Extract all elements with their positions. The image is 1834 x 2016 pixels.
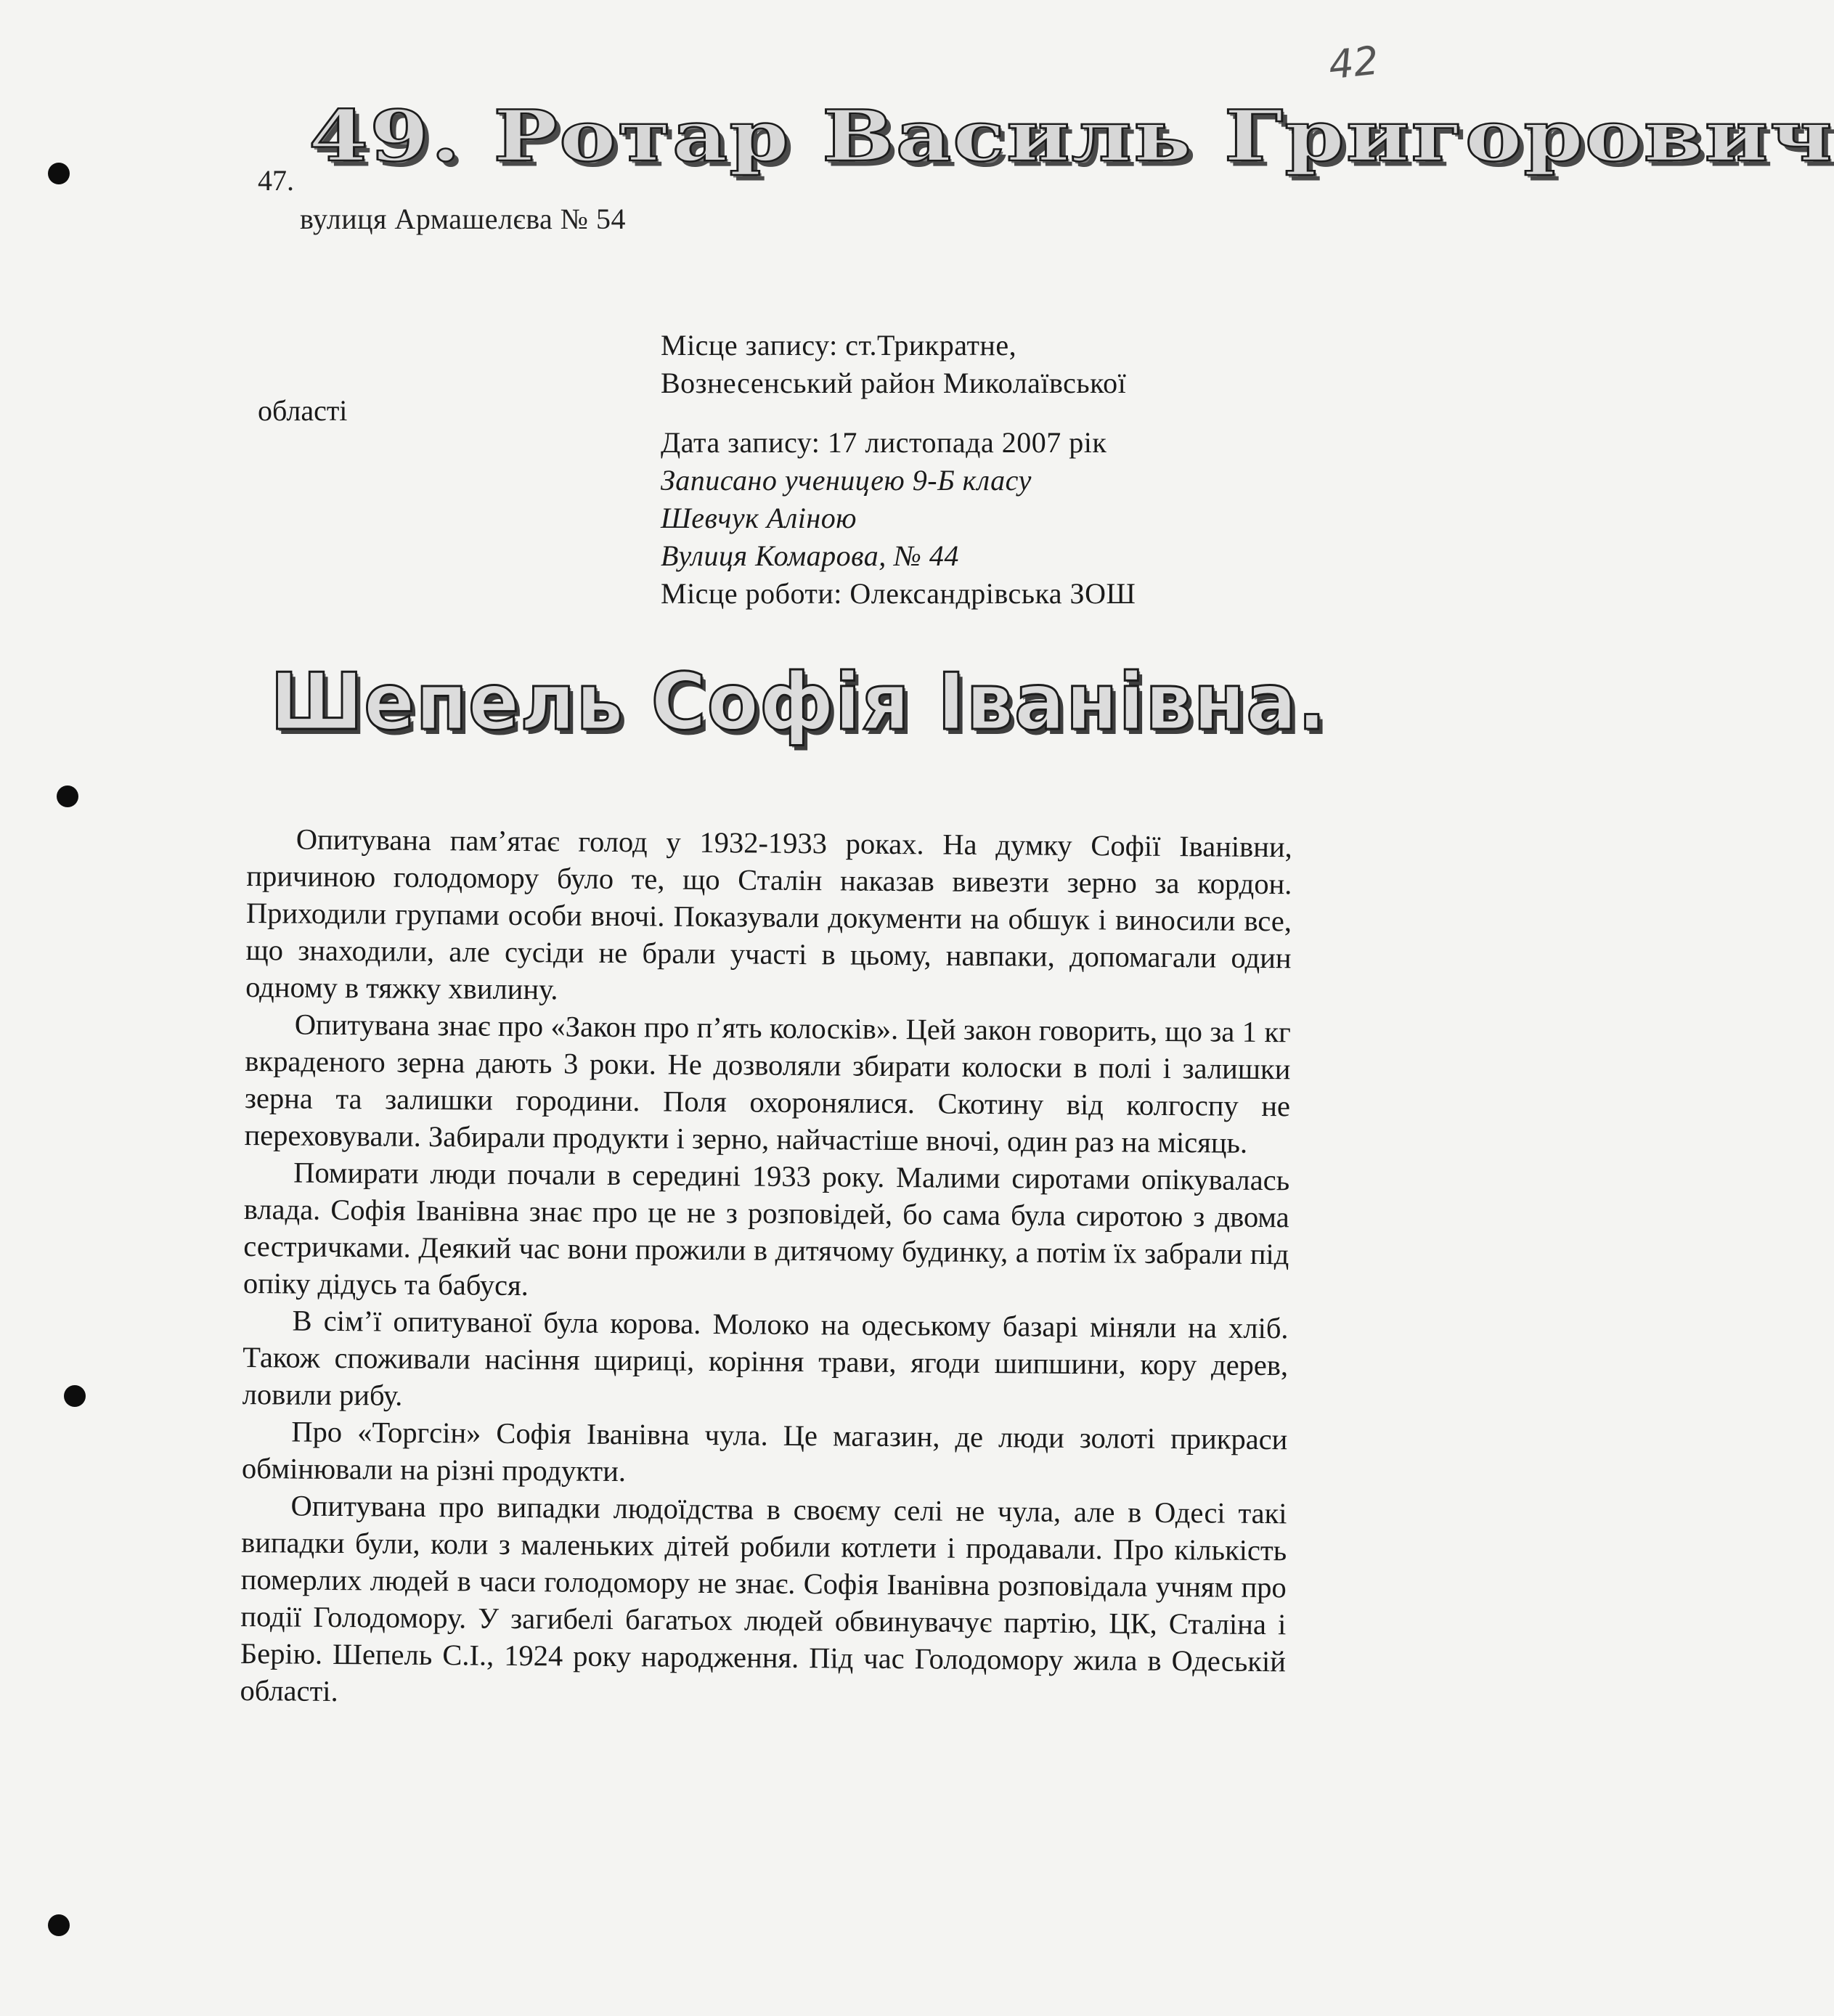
workplace: Місце роботи: Олександрівська ЗОШ <box>661 577 1136 610</box>
record-place-line1: Місце запису: ст.Трикратне, <box>661 329 1017 362</box>
paragraph: Опитувана знає про «Закон про п’ять колосків». Цей закон говорить, що за 1 кг вкраденого зерна дають 3 роки. Не дозволяли збирати колоски в полі і залишки зерна та залишки городини. Поля охоронялися. Скотину від колгоспу не переховували. Забирали продукти і зерно, найчастіше вночі, один раз на місяць. <box>244 1008 1291 1159</box>
list-number: 47. <box>258 164 294 197</box>
page-number: 42 <box>1326 37 1381 89</box>
record-metadata <box>661 327 1387 613</box>
street-address: вулиця Армашелєва № 54 <box>300 203 626 235</box>
paragraph: Опитувана про випадки людоїдства в своєму селі не чула, але в Одесі такі випадки були, коли з маленьких дітей робили котлети і продавали. Про кількість померлих людей в часи голодомору не знає. Софія Іванівна розповідала учням про події Голодомору. У загибелі багатьох людей обвинувачує партію, ЦК, Сталіна і Берію. Шепель С.І., 1924 року народження. Під час Голодомору жила в Одеській області. <box>240 1489 1287 1708</box>
punch-hole <box>48 1914 70 1936</box>
paragraph: В сім’ї опитуваної була корова. Молоко на одеському базарі міняли на хліб. Також споживали насіння щириці, коріння трави, ягоди шипшини, кору дерев, ловили рибу. <box>242 1304 1289 1412</box>
interviewer-name-heading: 49. Ротар Василь Григорович <box>309 94 1834 177</box>
header-block <box>258 94 1834 254</box>
punch-hole <box>57 785 78 807</box>
record-place-line2: Вознесенський район Миколаївської <box>661 367 1127 399</box>
record-date: Дата запису: 17 листопада 2007 рік <box>661 426 1107 459</box>
punch-hole <box>48 163 70 184</box>
paragraph: Помирати люди почали в середині 1933 року. Малими сиротами опікувалась влада. Софія Іванівна знає про це не з розповідей, бо сама була сиротою з двома сестричками. Деякий час вони прожили в дитячому будинку, а потім їх забрали під опіку дідусь та бабуся. <box>243 1156 1290 1302</box>
subject-name-heading: Шепель Софія Іванівна. <box>270 657 1327 748</box>
recorded-by: Записано ученицею 9-Б класу <box>661 464 1032 497</box>
record-place-oblast: області <box>258 394 348 427</box>
paragraph: Про «Торгсін» Софія Іванівна чула. Це магазин, де люди золоті прикраси обмінювали на різні продукти. <box>241 1415 1288 1488</box>
recorder-street: Вулиця Комарова, № 44 <box>661 539 959 572</box>
testimony-text <box>240 820 1292 1717</box>
punch-hole <box>64 1385 86 1407</box>
recorder-name: Шевчук Аліною <box>661 502 857 534</box>
paragraph: Опитувана пам’ятає голод у 1932-1933 роках. На думку Софії Іванівни, причиною голодомору було те, що Сталін наказав вивезти зерно за кордон. Приходили групами особи вночі. Показували документи на обшук і виносили все, що знаходили, але сусіди не брали участі в цьому, навпаки, допомагали один одному в тяжку хвилину. <box>245 823 1292 1006</box>
